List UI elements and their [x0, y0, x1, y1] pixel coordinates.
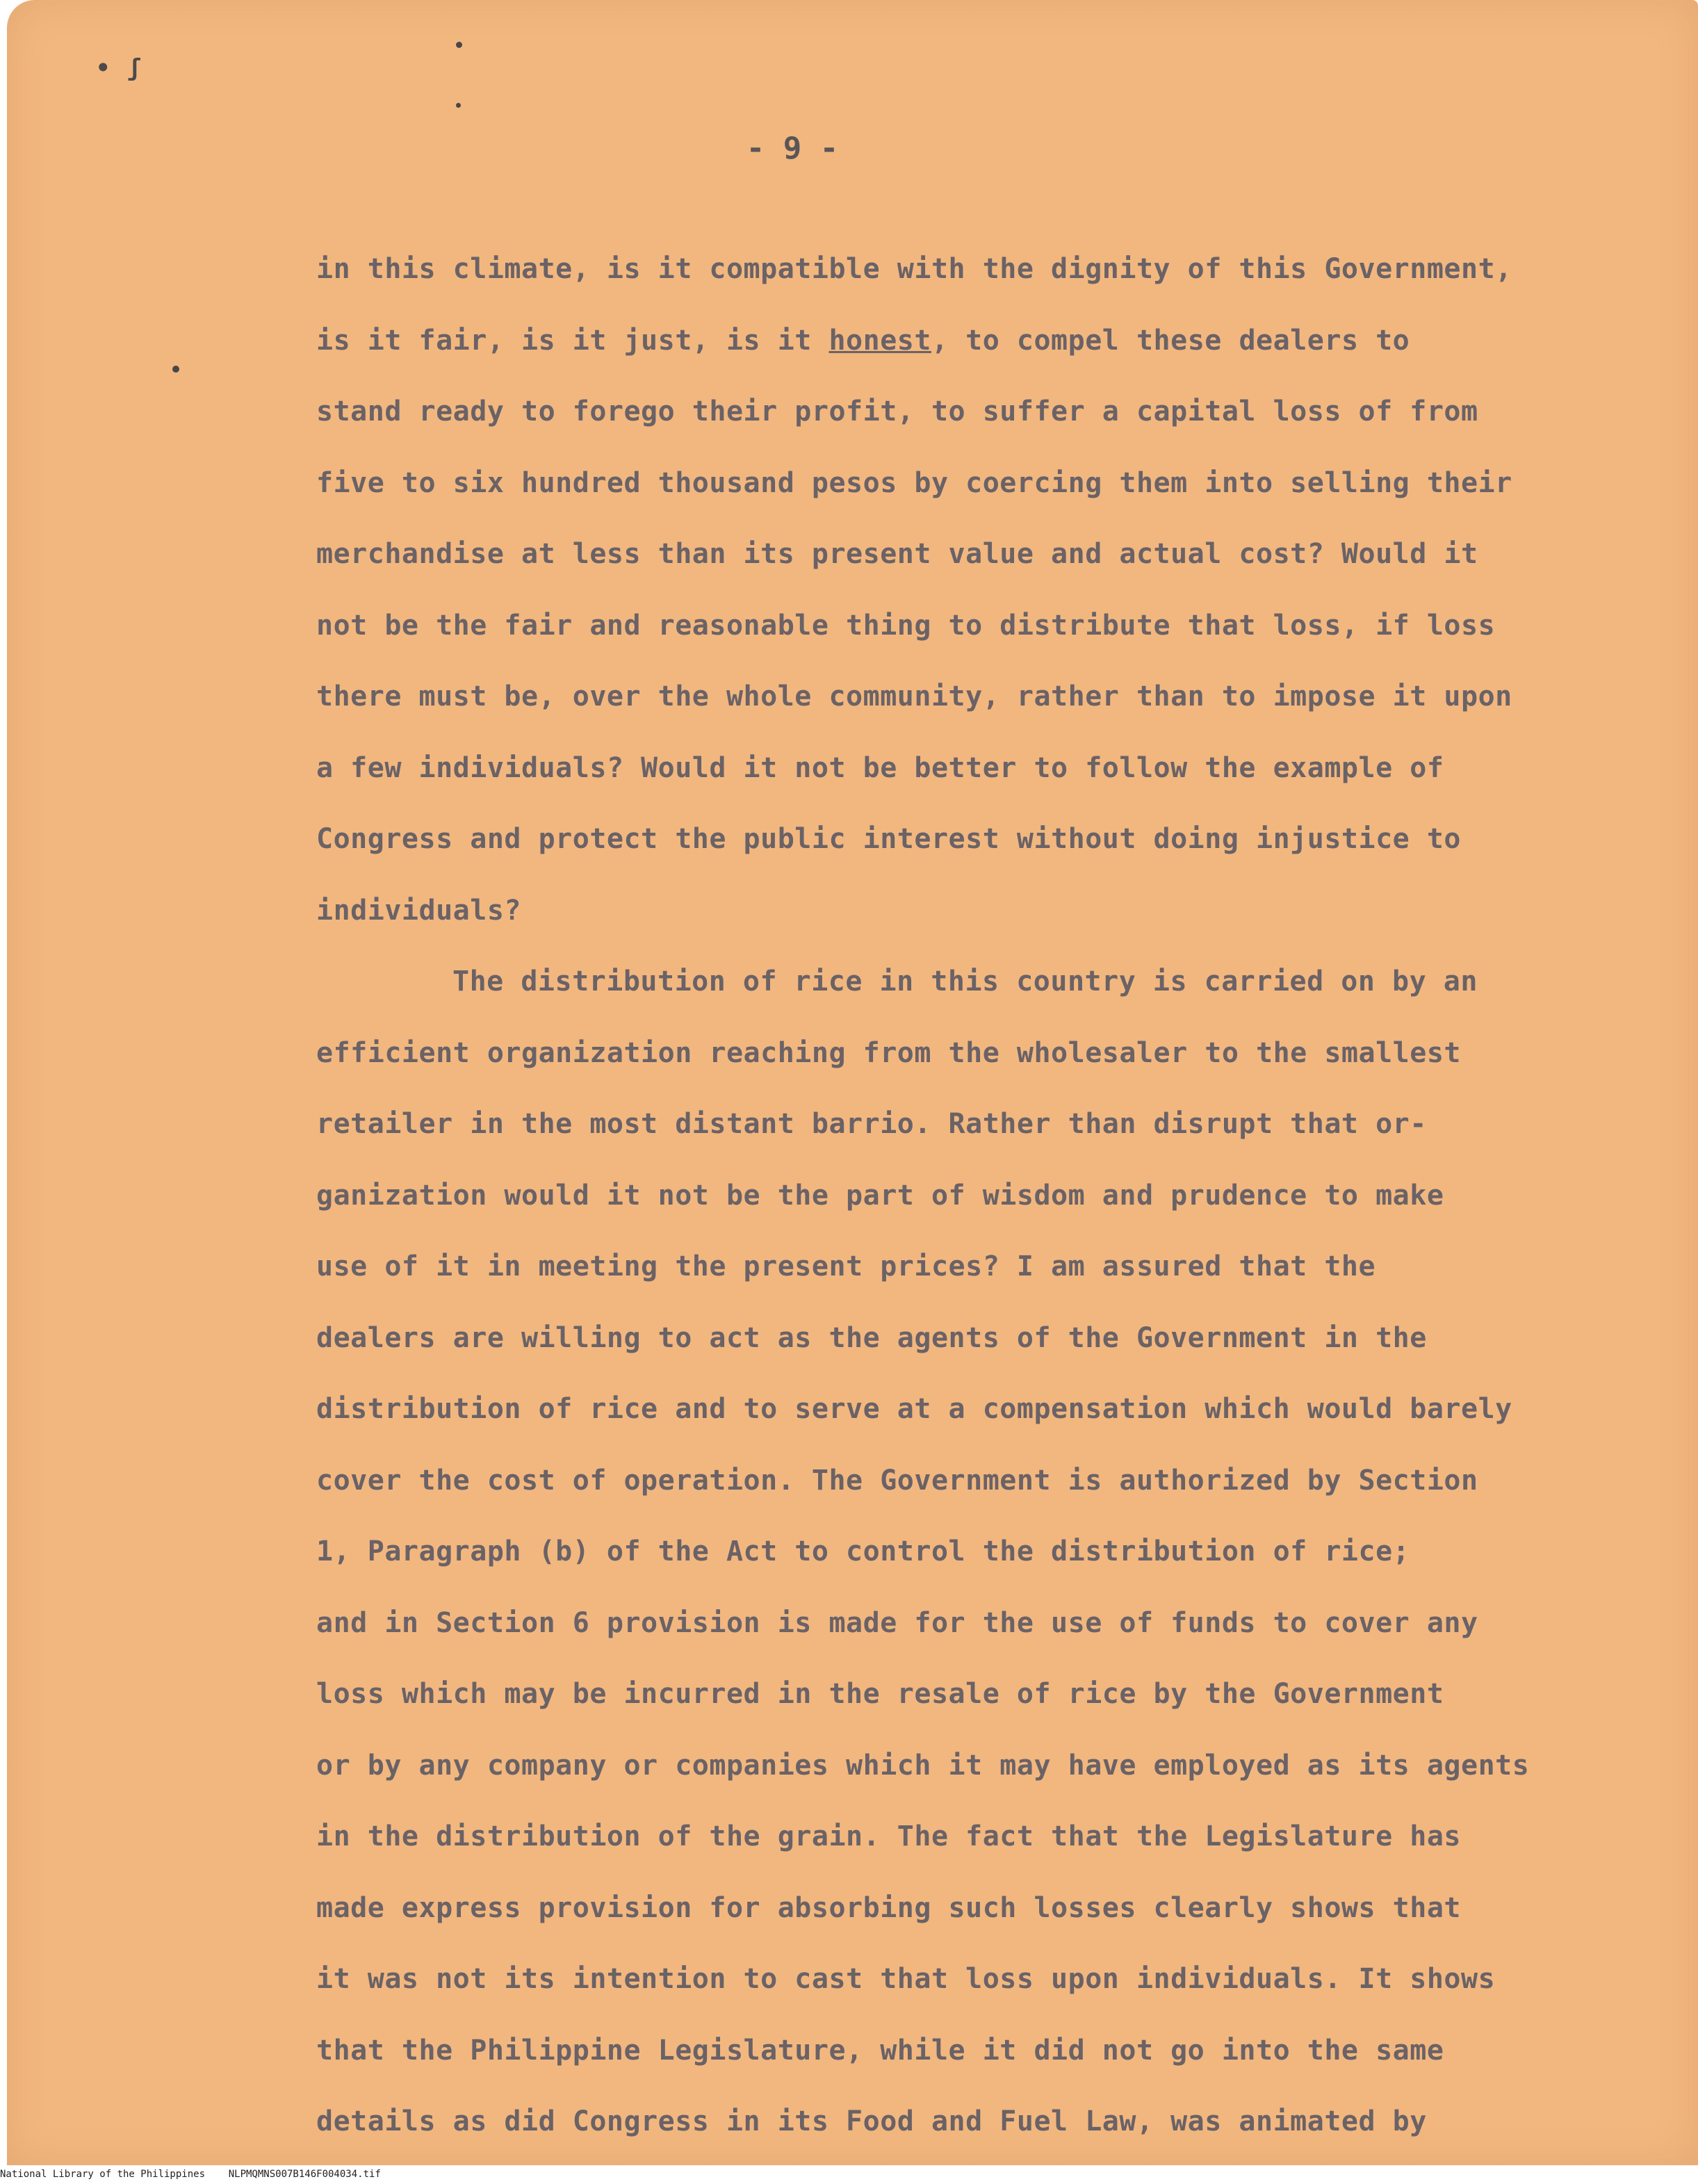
- text-line: 1, Paragraph (b) of the Act to control the distribution of rice;: [316, 1535, 1410, 1567]
- text-line: Congress and protect the public interest without doing injustice to: [316, 823, 1461, 855]
- corner-mark: • ʃ: [96, 54, 143, 82]
- paper-speck: [456, 42, 462, 48]
- text-line: ganization would it not be the part of wisdom and prudence to make: [316, 1179, 1444, 1212]
- text-line: distribution of rice and to serve at a compensation which would barely: [316, 1393, 1512, 1425]
- text-line: merchandise at less than its present value and actual cost? Would it: [316, 538, 1478, 570]
- body-text: [316, 234, 1637, 2158]
- text-line: there must be, over the whole community, rather than to impose it upon: [316, 681, 1512, 712]
- text-line: use of it in meeting the present prices? I am assured that the: [316, 1250, 1376, 1282]
- text-line: [316, 305, 1637, 377]
- underlined-word: honest: [828, 324, 931, 357]
- text-line: cover the cost of operation. The Government is authorized by Section: [316, 1464, 1478, 1497]
- paper-speck: [172, 366, 179, 373]
- text-line: in the distribution of the grain. The fact that the Legislature has: [316, 1820, 1461, 1852]
- text-line: five to six hundred thousand pesos by coercing them into selling their: [316, 466, 1512, 499]
- text-line: efficient organization reaching from the wholesaler to the smallest: [316, 1036, 1461, 1069]
- text-line: retailer in the most distant barrio. Rather than disrupt that or-: [316, 1108, 1427, 1140]
- text-line: and in Section 6 provision is made for the use of funds to cover any: [316, 1606, 1478, 1639]
- scan-footer: National Library of the Philippines NLPMQMNS007B146F004034.tif: [0, 2169, 381, 2180]
- text-line: stand ready to forego their profit, to suffer a capital loss of from: [316, 396, 1478, 427]
- text-line: The distribution of rice in this country is carried on by an: [452, 965, 1478, 997]
- page-number: - 9 -: [746, 131, 839, 166]
- text-line: made express provision for absorbing such losses clearly shows that: [316, 1891, 1461, 1924]
- text-line: a few individuals? Would it not be better to follow the example of: [316, 751, 1444, 784]
- text-line: details as did Congress in its Food and Fuel Law, was animated by: [316, 2105, 1427, 2137]
- text-segment: is it fair, is it just, is it: [316, 324, 829, 357]
- text-line: dealers are willing to act as the agents of the Government in the: [316, 1321, 1427, 1354]
- text-line: that the Philippine Legislature, while it did not go into the same: [316, 2034, 1444, 2067]
- text-line: not be the fair and reasonable thing to distribute that loss, if loss: [316, 609, 1496, 642]
- text-line: individuals?: [316, 894, 521, 927]
- text-line: loss which may be incurred in the resale of rice by the Government: [316, 1678, 1444, 1710]
- text-line: or by any company or companies which it may have employed as its agents: [316, 1749, 1530, 1782]
- paper-speck: [456, 103, 461, 108]
- text-line: it was not its intention to cast that loss upon individuals. It shows: [316, 1963, 1496, 1995]
- text-segment: , to compel these dealers to: [931, 324, 1410, 357]
- text-line: in this climate, is it compatible with the dignity of this Government,: [316, 253, 1512, 285]
